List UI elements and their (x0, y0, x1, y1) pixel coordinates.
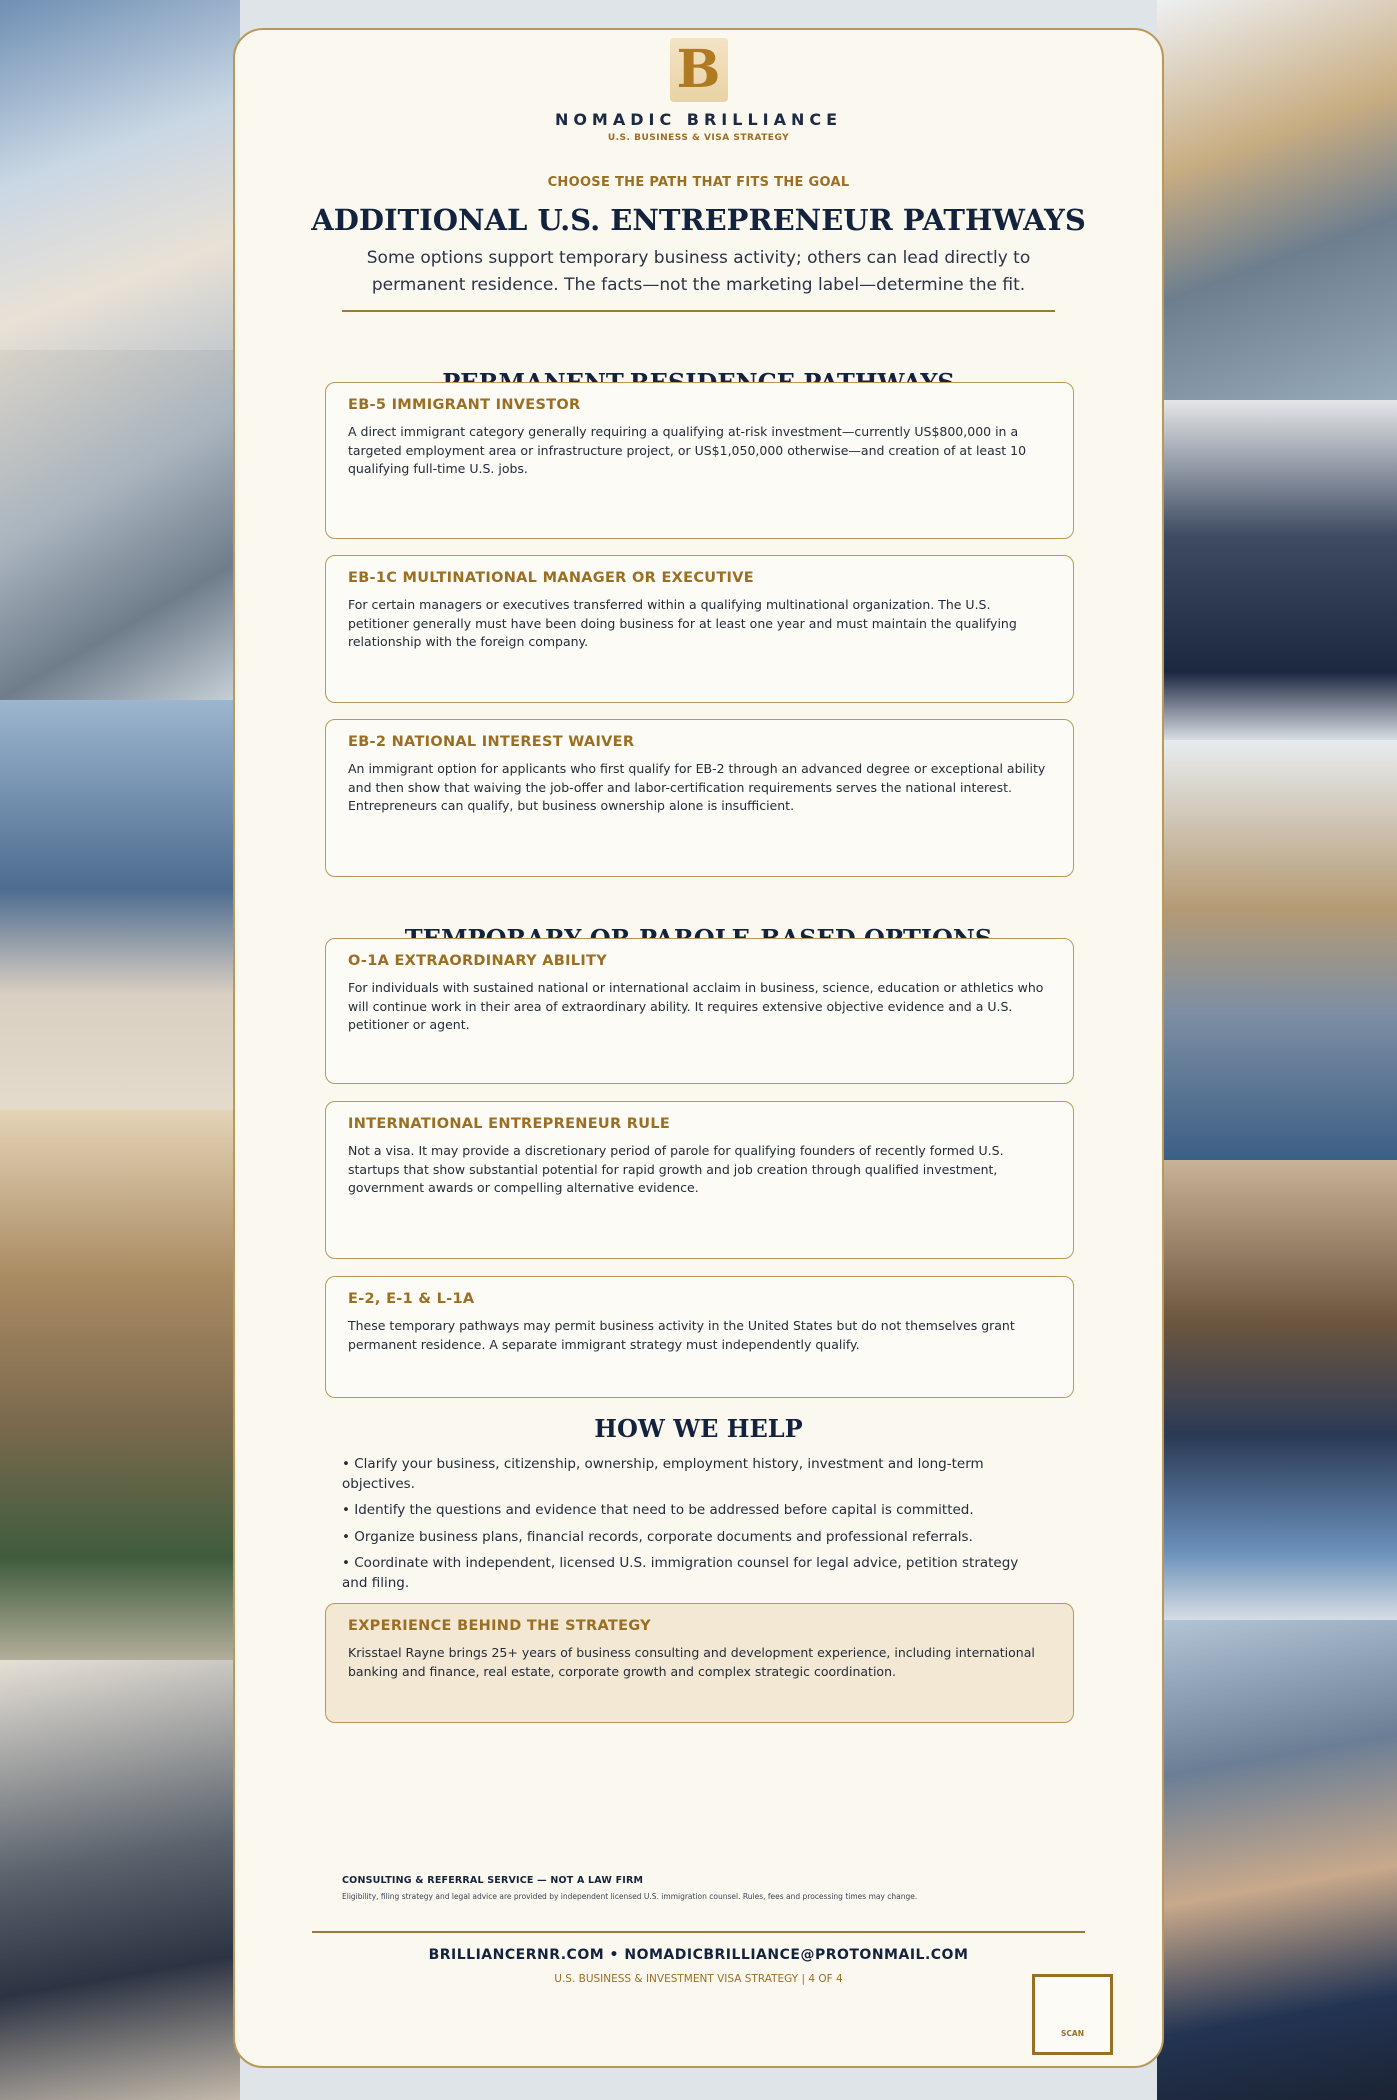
experience-card (325, 1603, 1074, 1723)
photo-construction-site (1157, 740, 1397, 1160)
disclaimer-title: CONSULTING & REFERRAL SERVICE — NOT A LAW FIRM (342, 1875, 644, 1886)
photo-woman-meeting (0, 1660, 240, 2100)
card-text: An immigrant option for applicants who first qualify for EB-2 through an advanced degree or exceptional ability and then show that waiving the job-offer and labor-certification requirements serves the national interest. Entrepreneurs can qualify, but business ownership alone is insufficient. (348, 761, 1046, 813)
card-text: Not a visa. It may provide a discretionary period of parole for qualifying founders of recently formed U.S. startups that show substantial potential for rapid growth and job creation through qualified investment, government awards or compelling alternative evidence. (348, 1143, 1004, 1195)
card-text: For individuals with sustained national or international acclaim in business, science, education or athletics who will continue work in their area of extraordinary ability. It requires extensive objective evidence and a U.S. petitioner or agent. (348, 980, 1044, 1032)
card-title: EB-5 IMMIGRANT INVESTOR (348, 397, 581, 413)
list-item: • Identify the questions and evidence that need to be addressed before capital is committed. (342, 1502, 974, 1518)
pathway-card-e2-e1-l1a (325, 1276, 1074, 1398)
pathway-card-eb2-niw (325, 719, 1074, 877)
card-text: These temporary pathways may permit business activity in the United States but do not themselves grant permanent residence. A separate immigrant strategy must independently qualify. (348, 1318, 1015, 1352)
card-title: INTERNATIONAL ENTREPRENEUR RULE (348, 1116, 671, 1132)
brand-logo: B (670, 38, 728, 102)
help-list (342, 1455, 1042, 1600)
photo-woman-portrait (0, 0, 240, 380)
photo-planning-team (1157, 1160, 1397, 1620)
card-title: EXPERIENCE BEHIND THE STRATEGY (348, 1618, 651, 1634)
photo-businessman-thinking (1157, 1620, 1397, 2100)
list-item: • Clarify your business, citizenship, ownership, employment history, investment and long-term objectives. (342, 1456, 984, 1492)
eyebrow-text: CHOOSE THE PATH THAT FITS THE GOAL (547, 175, 850, 190)
content-panel (233, 28, 1164, 2068)
card-title: O-1A EXTRAORDINARY ABILITY (348, 953, 608, 969)
page-indicator: U.S. BUSINESS & INVESTMENT VISA STRATEGY | 4 OF 4 (554, 1973, 843, 1985)
disclaimer-text: Eligibility, filing strategy and legal advice are provided by independent licensed U.S. immigration counsel. Rules, fees and processing times may change. (342, 1892, 918, 1901)
list-item: • Coordinate with independent, licensed U.S. immigration counsel for legal advice, petition strategy and filing. (342, 1555, 1019, 1591)
qr-label: SCAN (1061, 2029, 1084, 2038)
qr-code (1032, 1974, 1113, 2055)
divider (342, 310, 1055, 312)
card-title: E-2, E-1 & L-1A (348, 1291, 475, 1307)
photo-city-skyline (0, 700, 240, 1120)
contact-info: BRILLIANCERNR.COM • NOMADICBRILLIANCE@PROTONMAIL.COM (428, 1947, 969, 1963)
card-text: Krisstael Rayne brings 25+ years of business consulting and development experience, including international banking and finance, real estate, corporate growth and complex strategic coordination. (348, 1645, 1035, 1679)
photo-modern-building (1157, 0, 1397, 420)
footer-divider (312, 1931, 1085, 1933)
brand-name: NOMADIC BRILLIANCE (554, 110, 843, 129)
section-heading-help: HOW WE HELP (594, 1414, 803, 1443)
pathway-card-eb5 (325, 382, 1074, 539)
card-title: EB-2 NATIONAL INTEREST WAIVER (348, 734, 635, 750)
pathway-card-o1a (325, 938, 1074, 1084)
photo-businesswoman (1157, 400, 1397, 740)
list-item: • Organize business plans, financial records, corporate documents and professional referrals. (342, 1528, 973, 1545)
card-text: A direct immigrant category generally requiring a qualifying at-risk investment—currently US$800,000 in a targeted employment area or infrastructure project, or US$1,050,000 otherwise—and creation of at least 10 qualifying full-time U.S. jobs. (348, 424, 1027, 476)
card-title: EB-1C MULTINATIONAL MANAGER OR EXECUTIVE (348, 570, 754, 586)
pathway-card-eb1c (325, 555, 1074, 703)
card-text: For certain managers or executives transferred within a qualifying multinational organization. The U.S. petitioner generally must have been doing business for at least one year and must maintain the qualifying relationship with the foreign company. (348, 597, 1017, 649)
pathway-card-ier (325, 1101, 1074, 1259)
page-title: ADDITIONAL U.S. ENTREPRENEUR PATHWAYS (311, 203, 1086, 237)
photo-business-team (0, 350, 240, 710)
brand-tagline: U.S. BUSINESS & VISA STRATEGY (607, 133, 790, 143)
page-subtitle: Some options support temporary business activity; others can lead directly to permanent residence. The facts—not the marketing label—determine the fit. (366, 248, 1031, 295)
photo-luxury-residence (0, 1110, 240, 1670)
brand-header (235, 38, 1162, 143)
